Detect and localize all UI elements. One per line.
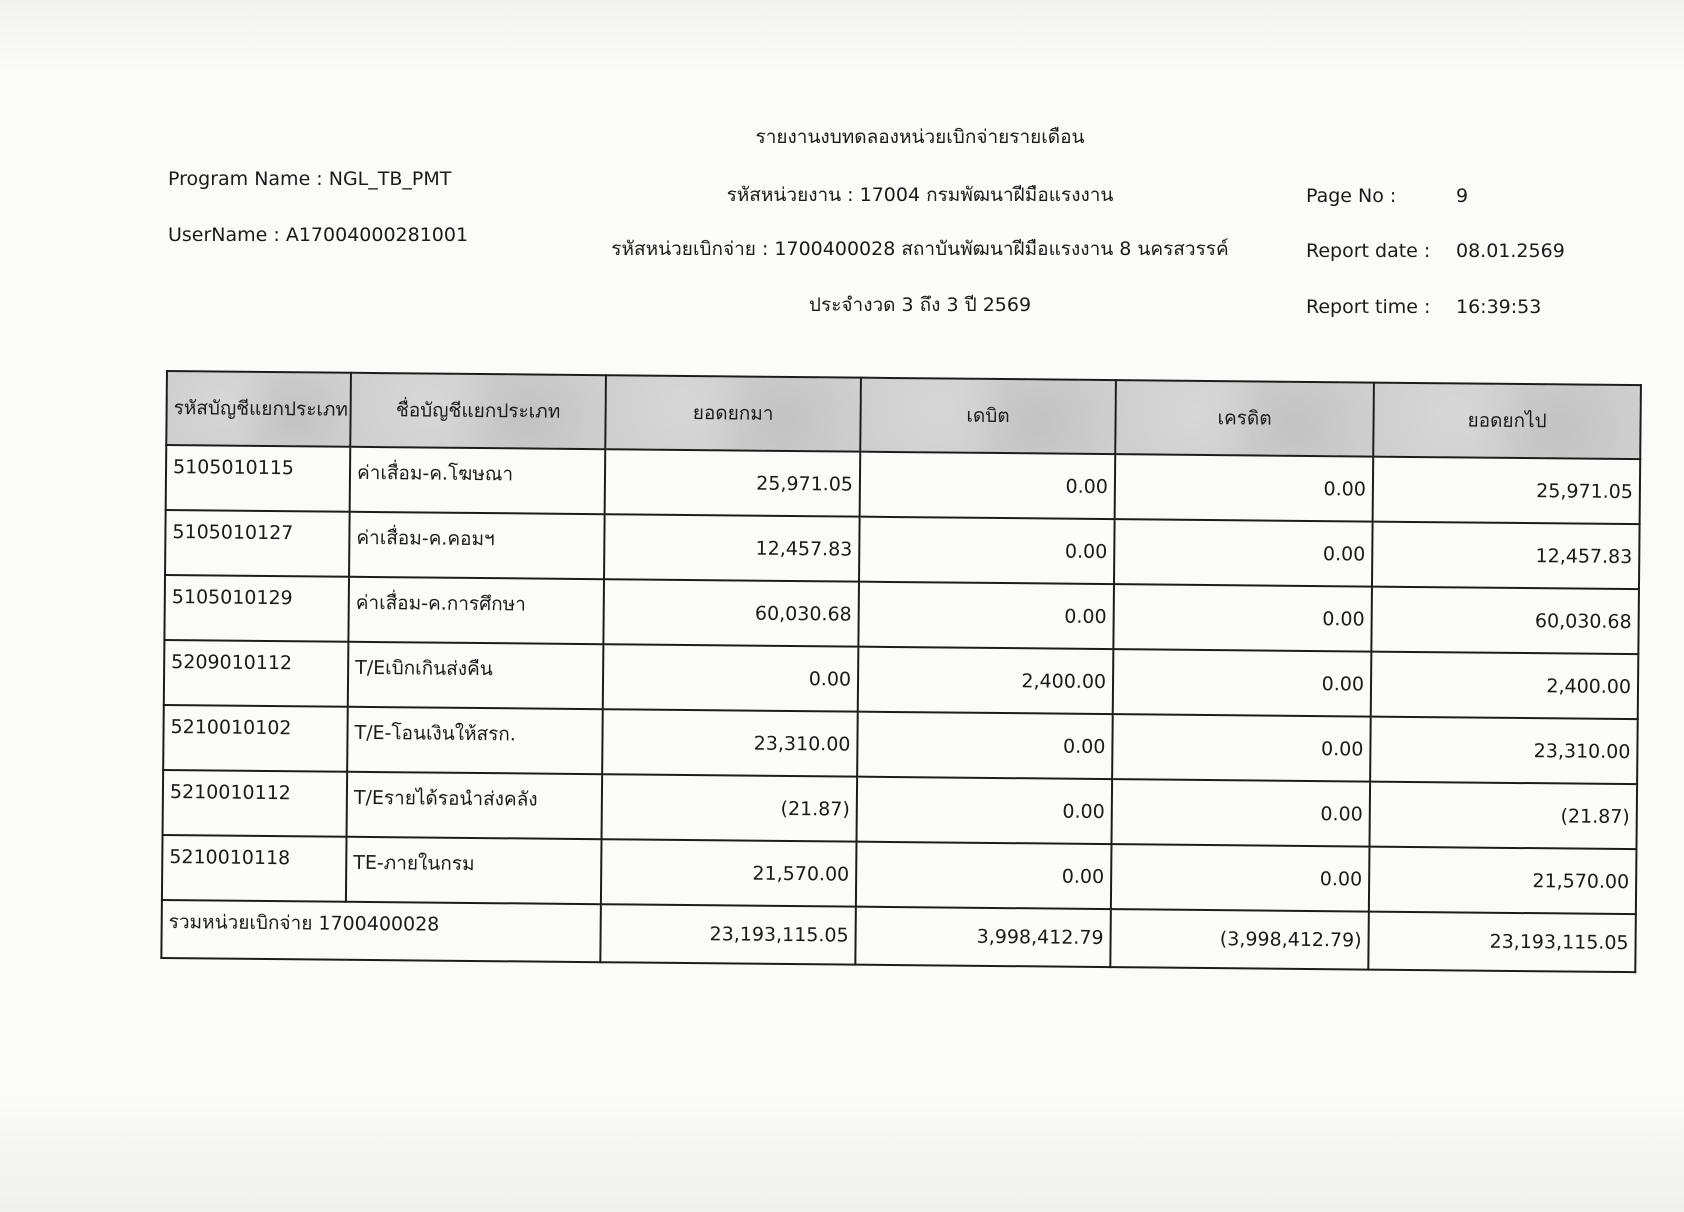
carried-forward: 60,030.68 (1371, 587, 1639, 655)
account-name: T/Eเบิกเกินส่งคืน (348, 642, 604, 709)
report-title: รายงานงบทดลองหน่วยเบิกจ่ายรายเดือน (755, 126, 1085, 148)
credit: 0.00 (1111, 844, 1370, 911)
account-name: T/E-โอนเงินให้สรก. (347, 707, 603, 774)
carried-forward: 12,457.83 (1372, 522, 1640, 590)
brought-forward: 60,030.68 (603, 579, 859, 646)
total-debit: 3,998,412.79 (855, 907, 1111, 967)
carried-forward: 23,310.00 (1370, 717, 1638, 785)
account-code: 5105010127 (165, 510, 350, 577)
agency-line: รหัสหน่วยงาน : 17004 กรมพัฒนาฝีมือแรงงาน (726, 184, 1114, 206)
total-carried-forward: 23,193,115.05 (1368, 912, 1636, 973)
col-header-debit: เดบิต (860, 378, 1116, 454)
credit: 0.00 (1111, 779, 1370, 846)
debit: 2,400.00 (858, 647, 1114, 714)
brought-forward: 23,310.00 (602, 709, 858, 776)
account-name: ค่าเสื่อม-ค.คอมฯ (349, 512, 605, 579)
report-time-value: 16:39:53 (1456, 296, 1542, 318)
account-name: ค่าเสื่อม-ค.โฆษณา (350, 447, 606, 514)
brought-forward: 21,570.00 (601, 839, 857, 906)
account-code: 5210010112 (163, 770, 348, 837)
debit: 0.00 (857, 777, 1113, 844)
brought-forward: 25,971.05 (605, 449, 861, 516)
credit: 0.00 (1114, 519, 1373, 586)
col-header-account-name: ชื่อบัญชีแยกประเภท (350, 373, 606, 449)
page-no-label: Page No : (1306, 185, 1397, 207)
debit: 0.00 (856, 842, 1112, 909)
period-line: ประจำงวด 3 ถึง 3 ปี 2569 (808, 294, 1032, 316)
total-label: รวมหน่วยเบิกจ่าย 1700400028 (161, 900, 601, 962)
debit: 0.00 (859, 517, 1115, 584)
credit: 0.00 (1115, 454, 1374, 521)
program-name: Program Name : NGL_TB_PMT (168, 168, 452, 190)
account-code: 5210010118 (162, 835, 347, 902)
col-header-credit: เครดิต (1115, 380, 1374, 456)
col-header-brought-forward: ยอดยกมา (605, 375, 861, 451)
total-brought-forward: 23,193,115.05 (600, 904, 856, 964)
trial-balance-table (160, 370, 1642, 973)
credit: 0.00 (1113, 649, 1372, 716)
account-name: T/Eรายได้รอนำส่งคลัง (347, 772, 603, 839)
report-date-value: 08.01.2569 (1456, 240, 1565, 262)
col-header-carried-forward: ยอดยกไป (1373, 383, 1641, 460)
table-header-row (166, 371, 1641, 459)
credit: 0.00 (1113, 584, 1372, 651)
account-code: 5105010115 (166, 445, 351, 512)
brought-forward: (21.87) (602, 774, 858, 841)
credit: 0.00 (1112, 714, 1371, 781)
account-name: ค่าเสื่อม-ค.การศึกษา (348, 577, 604, 644)
page-no-value: 9 (1456, 185, 1469, 207)
brought-forward: 0.00 (603, 644, 859, 711)
carried-forward: 21,570.00 (1369, 847, 1637, 915)
brought-forward: 12,457.83 (604, 514, 860, 581)
user-name: UserName : A17004000281001 (168, 224, 469, 246)
carried-forward: 2,400.00 (1371, 652, 1639, 720)
carried-forward: (21.87) (1369, 782, 1637, 850)
debit: 0.00 (858, 582, 1114, 649)
col-header-account-code: รหัสบัญชีแยกประเภท (166, 371, 351, 447)
disbursing-unit-line: รหัสหน่วยเบิกจ่าย : 1700400028 สถาบันพัฒนาฝีมือแรงงาน 8 นครสวรรค์ (611, 238, 1229, 260)
account-code: 5210010102 (163, 705, 348, 772)
report-date-label: Report date : (1306, 240, 1431, 262)
report-time-label: Report time : (1306, 296, 1431, 318)
debit: 0.00 (860, 452, 1116, 519)
total-credit: (3,998,412.79) (1110, 909, 1369, 969)
carried-forward: 25,971.05 (1373, 457, 1641, 525)
account-code: 5209010112 (164, 640, 349, 707)
account-name: TE-ภายในกรม (346, 837, 602, 904)
account-code: 5105010129 (164, 575, 349, 642)
debit: 0.00 (857, 712, 1113, 779)
